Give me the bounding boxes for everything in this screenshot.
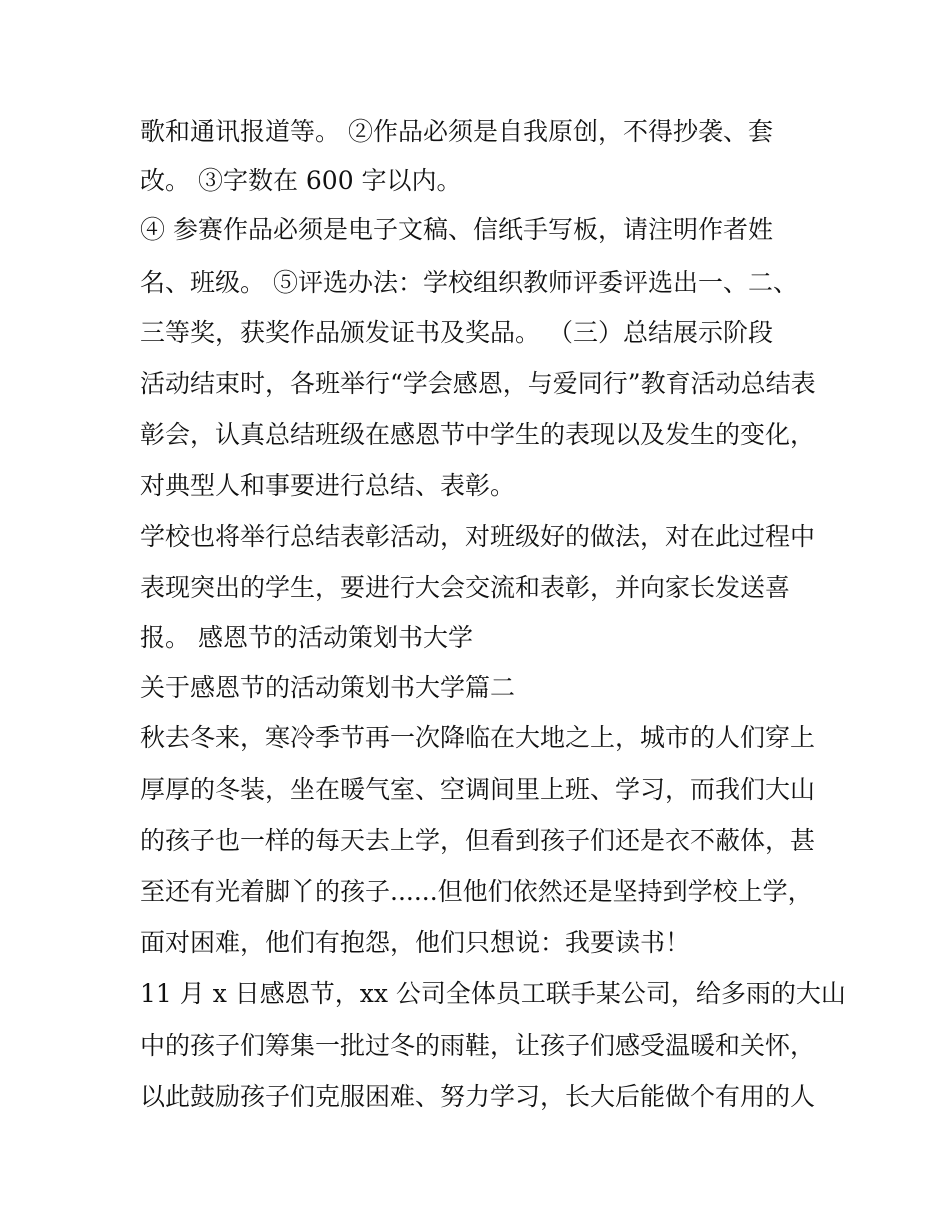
text-line: 学校也将举行总结表彰活动，对班级好的做法，对在此过程中 [140, 522, 816, 551]
text-line: 三等奖，获奖作品颁发证书及奖品。 （三）总结展示阶段 [140, 318, 773, 347]
text-line: 表现突出的学生，要进行大会交流和表彰，并向家长发送喜 [140, 573, 791, 602]
text-line: ④ 参赛作品必须是电子文稿、信纸手写板，请注明作者姓 [140, 215, 773, 244]
text-line: 名、班级。 ⑤评选办法：学校组织教师评委评选出一、二、 [140, 268, 798, 297]
text-line: 报。 感恩节的活动策划书大学 [140, 623, 473, 652]
text-line: 改。 ③字数在 600 字以内。 [140, 166, 462, 195]
text-line: 歌和通讯报道等。 ②作品必须是自我原创，不得抄袭、套 [140, 117, 773, 146]
text-line: 至还有光着脚丫的孩子......但他们依然还是坚持到学校上学， [140, 877, 813, 906]
section-heading: 关于感恩节的活动策划书大学篇二 [140, 673, 516, 702]
text-line: 秋去冬来，寒冷季节再一次降临在大地之上，城市的人们穿上 [140, 723, 816, 752]
text-line: 活动结束时，各班举行“学会感恩，与爱同行”教育活动总结表 [140, 369, 816, 398]
text-line: 11 月 x 日感恩节，xx 公司全体员工联手某公司，给多雨的大山 [140, 979, 846, 1008]
text-line: 面对困难，他们有抱怨，他们只想说：我要读书！ [140, 928, 691, 957]
text-line: 彰会，认真总结班级在感恩节中学生的表现以及发生的变化， [140, 420, 816, 449]
text-line: 厚厚的冬装，坐在暖气室、空调间里上班、学习，而我们大山 [140, 775, 816, 804]
text-line: 对典型人和事要进行总结、表彰。 [140, 471, 516, 500]
text-line: 中的孩子们筹集一批过冬的雨鞋，让孩子们感受温暖和关怀， [140, 1031, 816, 1060]
text-line: 的孩子也一样的每天去上学，但看到孩子们还是衣不蔽体，甚 [140, 826, 816, 855]
text-line: 以此鼓励孩子们克服困难、努力学习，长大后能做个有用的人 [140, 1082, 816, 1111]
